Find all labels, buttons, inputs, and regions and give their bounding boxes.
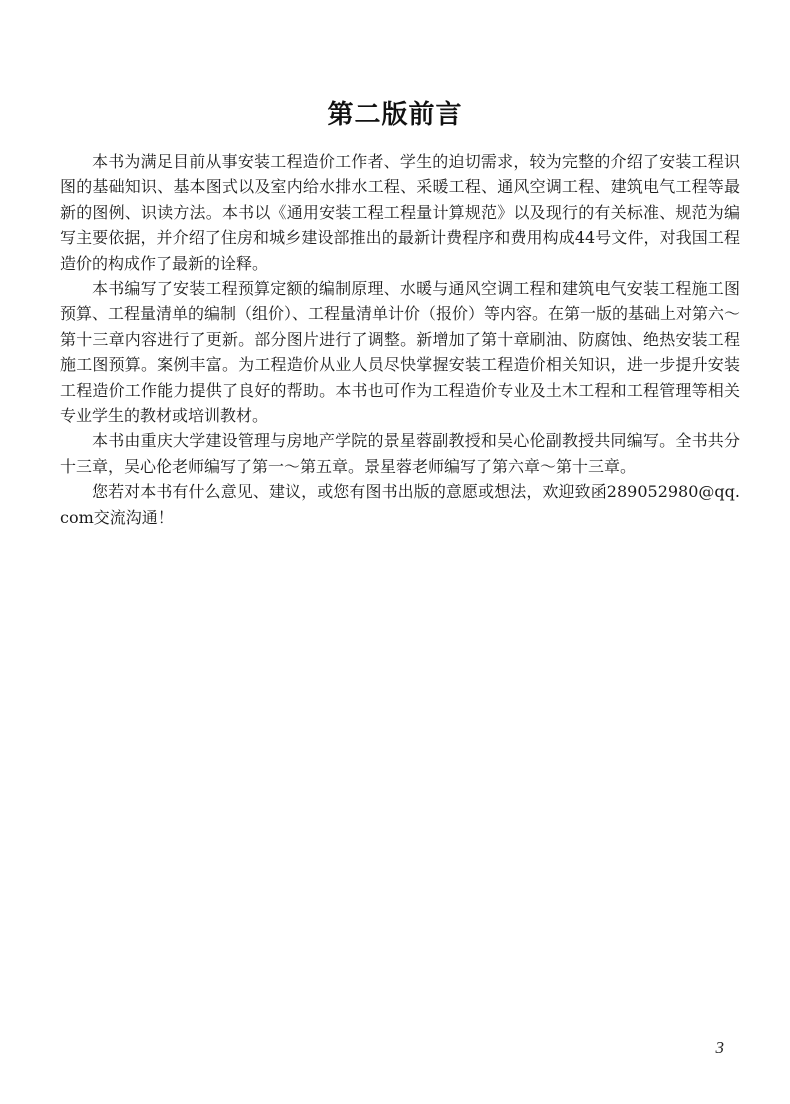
paragraph-4: 您若对本书有什么意见、建议，或您有图书出版的意愿或想法，欢迎致函289052980@qq.com交流沟通！ bbox=[60, 482, 740, 527]
paragraph-1: 本书为满足目前从事安装工程造价工作者、学生的迫切需求，较为完整的介绍了安装工程识图的基础知识、基本图式以及室内给水排水工程、采暖工程、通风空调工程、建筑电气工程等最新的图例、识读方法。本书以《通用安装工程工程量计算规范》以及现行的有关标准、规范为编写主要依据，并介绍了住房和城乡建设部推出的最新计费程序和费用构成44号文件，对我国工程造价的构成作了最新的诠释。 bbox=[60, 152, 740, 273]
paragraph-2: 本书编写了安装工程预算定额的编制原理、水暖与通风空调工程和建筑电气安装工程施工图预算、工程量清单的编制（组价）、工程量清单计价（报价）等内容。在第一版的基础上对第六～第十三章内容进行了更新。部分图片进行了调整。新增加了第十章刷油、防腐蚀、绝热安装工程施工图预算。案例丰富。为工程造价从业人员尽快掌握安装工程造价相关知识，进一步提升安装工程造价工作能力提供了良好的帮助。本书也可作为工程造价专业及土木工程和工程管理等相关专业学生的教材或培训教材。 bbox=[60, 279, 741, 426]
page-number: 3 bbox=[715, 1038, 724, 1057]
page-title: 第二版前言 bbox=[327, 100, 463, 131]
preface-body bbox=[60, 149, 740, 530]
paragraph-3: 本书由重庆大学建设管理与房地产学院的景星蓉副教授和吴心伦副教授共同编写。全书共分十三章，吴心伦老师编写了第一～第五章。景星蓉老师编写了第六章～第十三章。 bbox=[60, 431, 740, 476]
